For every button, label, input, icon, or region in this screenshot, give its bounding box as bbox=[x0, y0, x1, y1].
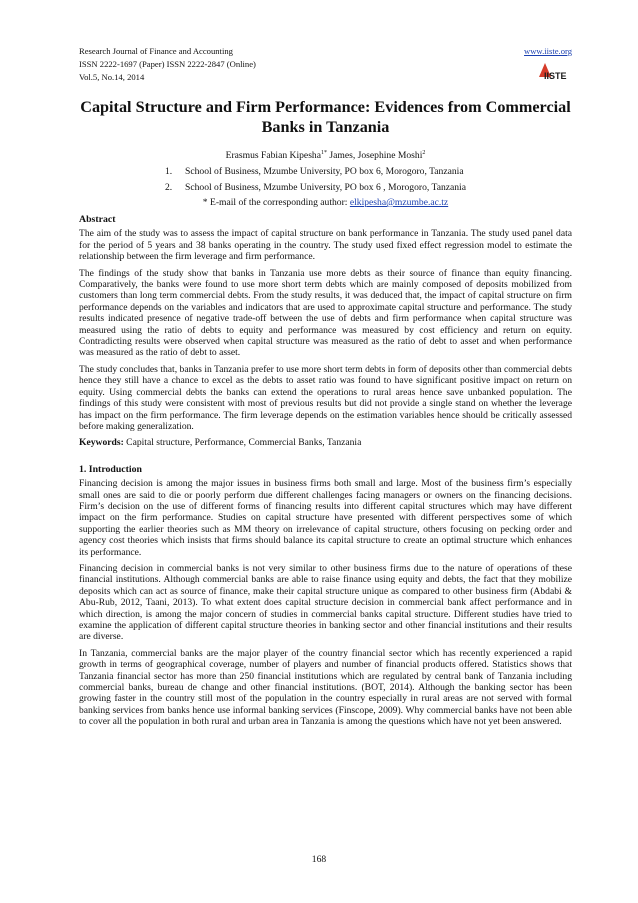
affiliation-1 bbox=[165, 166, 464, 177]
issn-line: ISSN 2222-1697 (Paper) ISSN 2222-2847 (Online) bbox=[79, 59, 256, 69]
journal-name: Research Journal of Finance and Accounting bbox=[79, 46, 233, 56]
website-link[interactable]: www.iiste.org bbox=[524, 46, 572, 56]
intro-paragraph-3: In Tanzania, commercial banks are the major player of the country financial sector which has recently experienced a rapid growth in terms of geographical coverage, number of players and number of financial products offered. Statistics shows that Tanzania financial sector has more than 250 financial institutions which are regulated by central bank of Tanzania including commercial banks, bureau de change and other financial institutions. (BOT, 2014). Although the banking sector has been growing faster in the country still most of the population in the country especially in rural areas are not served with formal banking services from banks hence use informal banking services (Finscope, 2009). Why commercial banks have not been able to cover all the population in both rural and urban area in Tanzania is among the questions which have not yet been answered. bbox=[79, 647, 572, 728]
page-number: 168 bbox=[311, 854, 327, 865]
corresponding-author bbox=[79, 197, 572, 208]
affiliation-2 bbox=[165, 182, 466, 193]
abstract-paragraph-3: The study concludes that, banks in Tanzania prefer to use more short term debts in form of deposits other than commercial debts hence they still have a chance to excel as the debts to asset ratio was found to have significant positive impact on return on equity. Using commercial debts the banks can extend the operations to rural areas hence save unbanked population. The findings of this study were consistent with most of previous results but did not provide a single stand on whether the leverage has impact on the firm performance. The firm leverage depends on the estimation variables hence should be critically assessed before making generalization. bbox=[79, 363, 572, 432]
volume-line: Vol.5, No.14, 2014 bbox=[79, 72, 145, 82]
keywords-text: Capital structure, Performance, Commercial Banks, Tanzania bbox=[123, 437, 362, 449]
abstract-heading: Abstract bbox=[79, 214, 116, 225]
paper-title: Capital Structure and Firm Performance: Evidences from Commercial Banks in Tanzania bbox=[80, 98, 571, 136]
keywords-label: Keywords: bbox=[79, 437, 124, 449]
iiste-logo bbox=[537, 59, 573, 81]
affiliation-2-num: 2. bbox=[165, 182, 173, 193]
intro-paragraph-1: Financing decision is among the major issues in business firms both small and large. Most of the business firm’s especially small ones are said to die or poorly perform due different challenges facing managers or owners on the financing decisions. Firm’s decision on the use of different forms of financing results into different capital structures which may have different impact on the firm performance. Studies on capital structure have presented with different perspectives some of which supporting the earlier theories such as MM theory on irrelevance of capital structure, others focusing on pecking order and agency cost theories which insists that firms should balance its capital structure to create an optimal structure which enhances its performance. bbox=[79, 478, 572, 558]
author-line bbox=[79, 150, 572, 161]
corresponding-prefix: * E-mail of the corresponding author: bbox=[202, 197, 350, 208]
author-2-sup: 2 bbox=[422, 150, 426, 156]
author-2: James, Josephine Moshi bbox=[326, 150, 423, 162]
introduction-heading: 1. Introduction bbox=[79, 463, 142, 475]
affiliation-1-text: School of Business, Mzumbe University, PO box 6, Morogoro, Tanzania bbox=[185, 166, 464, 177]
paper-body bbox=[79, 214, 572, 733]
author-1: Erasmus Fabian Kipesha bbox=[225, 150, 321, 162]
abstract-paragraph-2: The findings of the study show that banks in Tanzania use more debts as their source of finance than equity financing. Comparatively, the banks were found to use more short term debts which are mainly composed of deposits mobilized from customers than long term commercial debts. From the study results, it was deduced that, the impact of capital structure on firm performance depends on the variables and indicators that are used to approximate capital structure and performance. The study results indicated presence of negative trade-off between the use of debts and firm performance when capital structure was measured using the ratio of debts to equity and performance was measured by cost efficiency and return on equity. Contradicting results were observed when capital structure was measured as the ratio of debt to asset and when performance was measured as the ratio of debt to asset. bbox=[79, 267, 572, 359]
logo-text: IISTE bbox=[544, 71, 567, 81]
affiliation-2-text: School of Business, Mzumbe University, PO box 6 , Morogoro, Tanzania bbox=[185, 182, 466, 193]
abstract-paragraph-1: The aim of the study was to assess the impact of capital structure on bank performance in Tanzania. The study used panel data for the period of 5 years and 38 banks operating in the country. The study used fixed effect regression model to estimate the relationship between the firm leverage and firm performance. bbox=[79, 228, 572, 263]
intro-paragraph-2: Financing decision in commercial banks is not very similar to other business firms due to the nature of operations of these financial institutions. Although commercial banks are able to raise finance using equity and debts, the fact that they mobilize deposits which can act as source of finance, make their capital structure unique as compared to other business firm (Abdabi & Abu-Rub, 2012, Taani, 2013). To what extent does capital structure decision in commercial bank affect performance and in which direction, is among the major concern of studies in commercial banks capital structure. Different studies have tried to examine the application of different capital structure theories in banking sector and other financial institutions and their results are diverse. bbox=[79, 562, 572, 643]
email-link[interactable]: elkipesha@mzumbe.ac.tz bbox=[349, 197, 449, 208]
author-1-sup: 1* bbox=[320, 150, 327, 156]
affiliation-1-num: 1. bbox=[165, 166, 173, 177]
keywords bbox=[79, 437, 572, 448]
